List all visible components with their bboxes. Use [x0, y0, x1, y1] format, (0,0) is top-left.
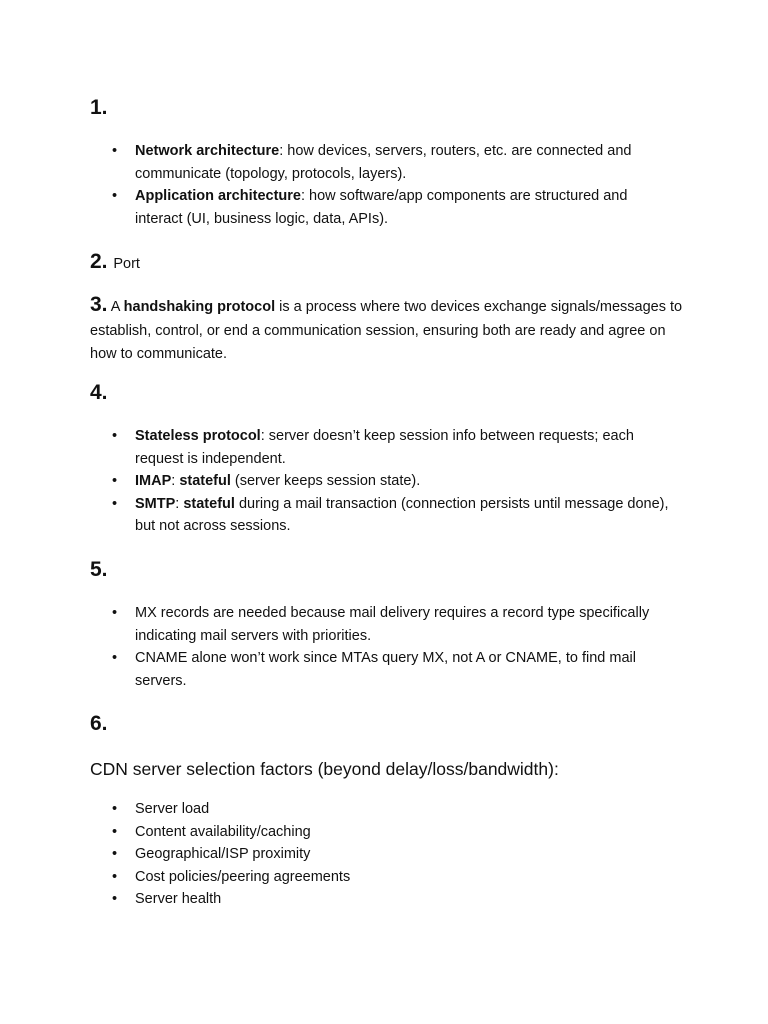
list-text: Server load: [135, 801, 210, 817]
list-item: [0, 821, 768, 844]
separator: :: [171, 473, 180, 489]
section-3-paragraph: [90, 293, 690, 367]
bullet-icon: •: [112, 823, 118, 840]
section-1-number: 1.: [90, 96, 108, 119]
list-text: Server health: [135, 891, 222, 907]
section-6-heading: CDN server selection factors (beyond delay/loss/bandwidth):: [90, 759, 559, 779]
list-item: [0, 185, 768, 230]
list-text: CNAME alone won’t work since MTAs query MX, not A or CNAME, to find mail servers.: [135, 650, 636, 689]
term-2: stateful: [183, 495, 235, 512]
section-1-list: [0, 140, 768, 230]
list-text: MX records are needed because mail delivery requires a record type specifically indicating mail servers with priorities.: [135, 605, 650, 644]
list-item: [0, 470, 768, 493]
section-4-number: 4.: [90, 381, 108, 404]
list-text: Cost policies/peering agreements: [135, 868, 351, 885]
section-6-list: [0, 798, 768, 911]
list-text: Geographical/ISP proximity: [135, 846, 311, 862]
list-item: [0, 647, 768, 692]
section-3-number: 3.: [90, 293, 108, 316]
term: Application architecture: [135, 188, 301, 204]
term: SMTP: [135, 495, 176, 512]
definition: is a process where two devices exchange signals/messages to establish, control, or end a communication session, ensuring both are ready and agree on how to communicate.: [90, 299, 683, 362]
definition: : server doesn’t keep session info between requests; each request is independent.: [135, 428, 634, 467]
bullet-icon: •: [112, 495, 118, 512]
section-4-list: [0, 425, 768, 538]
list-item: [0, 602, 768, 647]
term: handshaking protocol: [123, 299, 276, 315]
list-item: [0, 866, 768, 889]
term: Stateless protocol: [135, 428, 261, 444]
bullet-icon: •: [112, 891, 118, 907]
section-5-number: 5.: [90, 558, 108, 581]
definition: : how software/app components are structured and interact (UI, business logic, data, APIs).: [135, 188, 628, 227]
list-item: [0, 493, 768, 538]
term-2: stateful: [179, 473, 231, 489]
term: Network architecture: [135, 143, 280, 159]
list-item: [0, 843, 768, 866]
definition: (server keeps session state).: [230, 473, 421, 489]
separator: :: [175, 495, 184, 512]
list-item: [0, 798, 768, 821]
list-item: [0, 140, 768, 185]
bullet-icon: •: [112, 868, 118, 885]
section-2-answer: Port: [113, 256, 140, 272]
list-item: [0, 425, 768, 470]
bullet-icon: •: [112, 801, 118, 817]
term: IMAP: [135, 473, 172, 489]
section-6-number: 6.: [90, 712, 108, 735]
bullet-icon: •: [112, 846, 118, 862]
definition: during a mail transaction (connection persists until message done), but not across sessions.: [135, 495, 669, 534]
bullet-icon: •: [112, 473, 118, 489]
bullet-icon: •: [112, 428, 118, 444]
section-5-list: [0, 602, 768, 692]
section-2: [90, 250, 140, 276]
bullet-icon: •: [112, 188, 118, 204]
section-3-pre: A: [110, 299, 124, 315]
list-text: Content availability/caching: [135, 823, 311, 840]
section-2-number: 2.: [90, 250, 108, 273]
bullet-icon: •: [112, 605, 118, 621]
list-item: [0, 888, 768, 911]
bullet-icon: •: [112, 143, 118, 159]
definition: : how devices, servers, routers, etc. are connected and communicate (topology, protocols, layers).: [135, 143, 632, 182]
bullet-icon: •: [112, 650, 118, 666]
